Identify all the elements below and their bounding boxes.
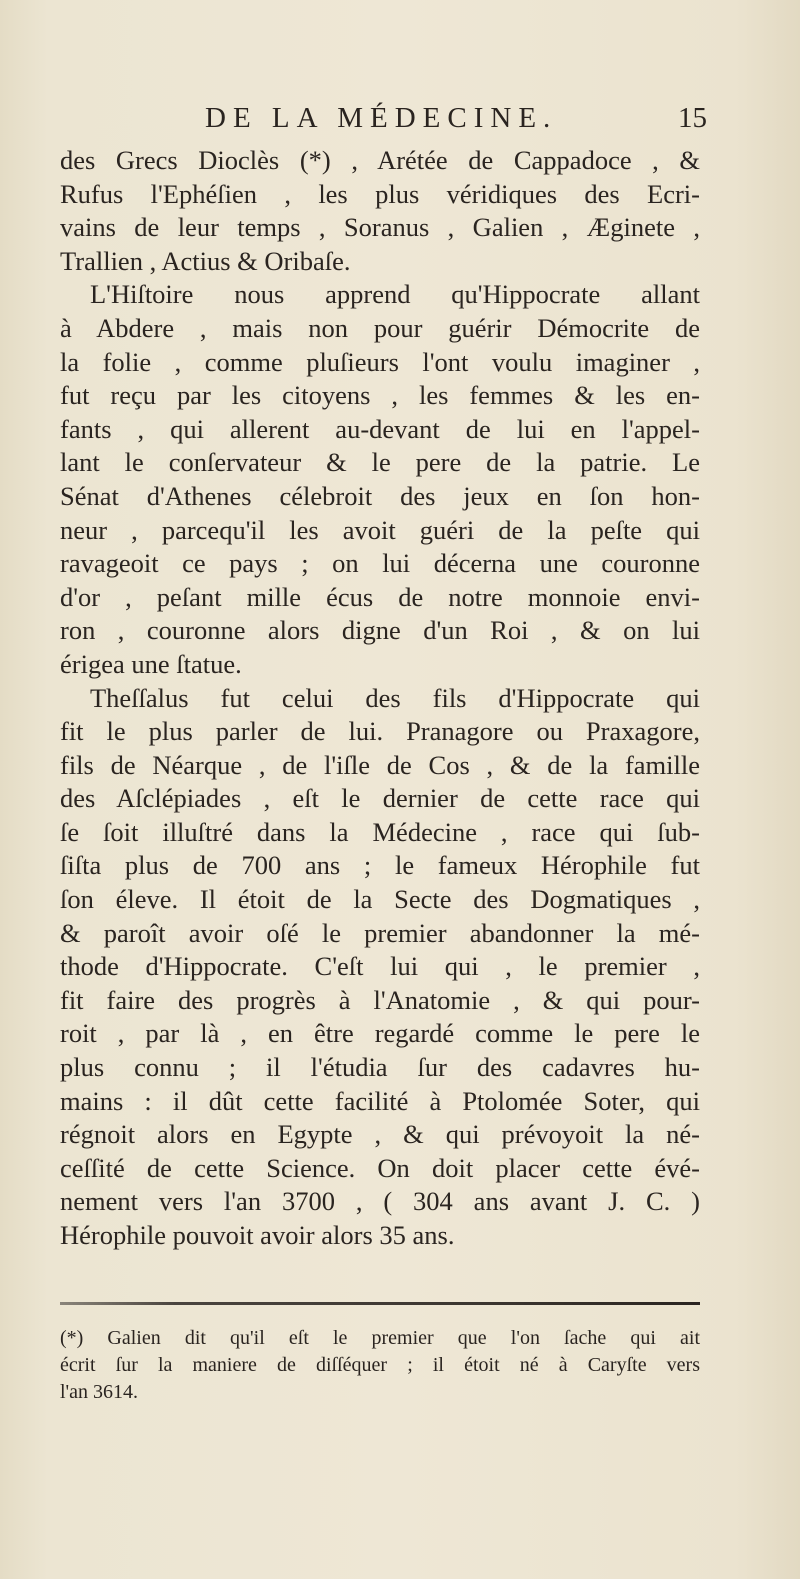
text-line: régnoit alors en Egypte , & qui prévoyoit la né- — [60, 1119, 700, 1150]
text-line: neur , parcequ'il les avoit guéri de la peſte qui — [60, 514, 700, 545]
body-text — [60, 144, 700, 1253]
footnote-line: écrit ſur la maniere de diſſéquer ; il étoit né à Caryſte vers — [60, 1354, 700, 1376]
running-title: DE LA MÉDECINE. — [205, 102, 558, 134]
text-line: fants , qui allerent au-devant de lui en l'appel- — [60, 413, 700, 444]
footnote-line: l'an 3614. — [60, 1381, 139, 1403]
text-line: nement vers l'an 3700 , ( 304 ans avant J. C. ) — [60, 1186, 700, 1217]
text-line: roit , par là , en être regardé comme le pere le — [60, 1018, 700, 1049]
text-line: vains de leur temps , Soranus , Galien , Æginete , — [60, 212, 700, 243]
text-line: d'or , peſant mille écus de notre monnoie envi- — [60, 581, 700, 612]
text-line: ravageoit ce pays ; on lui décerna une couronne — [60, 548, 700, 579]
footnote-line: (*) Galien dit qu'il eſt le premier que l'on ſache qui ait — [60, 1327, 700, 1349]
text-line: & paroît avoir oſé le premier abandonner la mé- — [60, 917, 700, 948]
text-line: fit faire des progrès à l'Anatomie , & qui pour- — [60, 984, 700, 1015]
footnote-rule — [60, 1302, 700, 1305]
text-line: thode d'Hippocrate. C'eſt lui qui , le premier , — [60, 951, 700, 982]
text-line: ron , couronne alors digne d'un Roi , & on lui — [60, 615, 700, 646]
text-line: Trallien , Actius & Oribaſe. — [60, 245, 351, 276]
text-line: plus connu ; il l'étudia ſur des cadavres hu- — [60, 1052, 700, 1083]
text-line: fit le plus parler de lui. Pranagore ou Praxagore, — [60, 716, 700, 747]
text-line: ſon éleve. Il étoit de la Secte des Dogmatiques , — [60, 884, 700, 915]
text-line: Hérophile pouvoit avoir alors 35 ans. — [60, 1220, 455, 1250]
footnote — [60, 1325, 700, 1406]
text-line: Rufus l'Ephéſien , les plus véridiques des Ecri- — [60, 178, 700, 209]
text-line: L'Hiſtoire nous apprend qu'Hippocrate allant — [90, 279, 700, 310]
page-number: 15 — [678, 102, 707, 134]
text-line: ceſſité de cette Science. On doit placer cette évé- — [60, 1152, 700, 1183]
text-line: ſiſta plus de 700 ans ; le fameux Hérophile fut — [60, 850, 700, 881]
text-line: à Abdere , mais non pour guérir Démocrite de — [60, 312, 700, 343]
text-line: Theſſalus fut celui des fils d'Hippocrate qui — [90, 682, 700, 713]
text-line: fils de Néarque , de l'iſle de Cos , & de la famille — [60, 749, 700, 780]
text-line: des Grecs Dioclès (*) , Arétée de Cappadoce , & — [60, 145, 700, 175]
text-line: la folie , comme pluſieurs l'ont voulu imaginer , — [60, 346, 700, 377]
text-line: des Aſclépiades , eſt le dernier de cette race qui — [60, 783, 700, 814]
running-head — [205, 100, 707, 140]
text-line: Sénat d'Athenes célebroit des jeux en ſon hon- — [60, 480, 700, 511]
text-line: érigea une ſtatue. — [60, 648, 242, 679]
text-line: fut reçu par les citoyens , les femmes & les en- — [60, 380, 700, 411]
text-line: mains : il dût cette facilité à Ptolomée Soter, qui — [60, 1085, 700, 1116]
text-line: ſe ſoit illuſtré dans la Médecine , race qui ſub- — [60, 816, 700, 847]
text-line: lant le conſervateur & le pere de la patrie. Le — [60, 447, 700, 478]
